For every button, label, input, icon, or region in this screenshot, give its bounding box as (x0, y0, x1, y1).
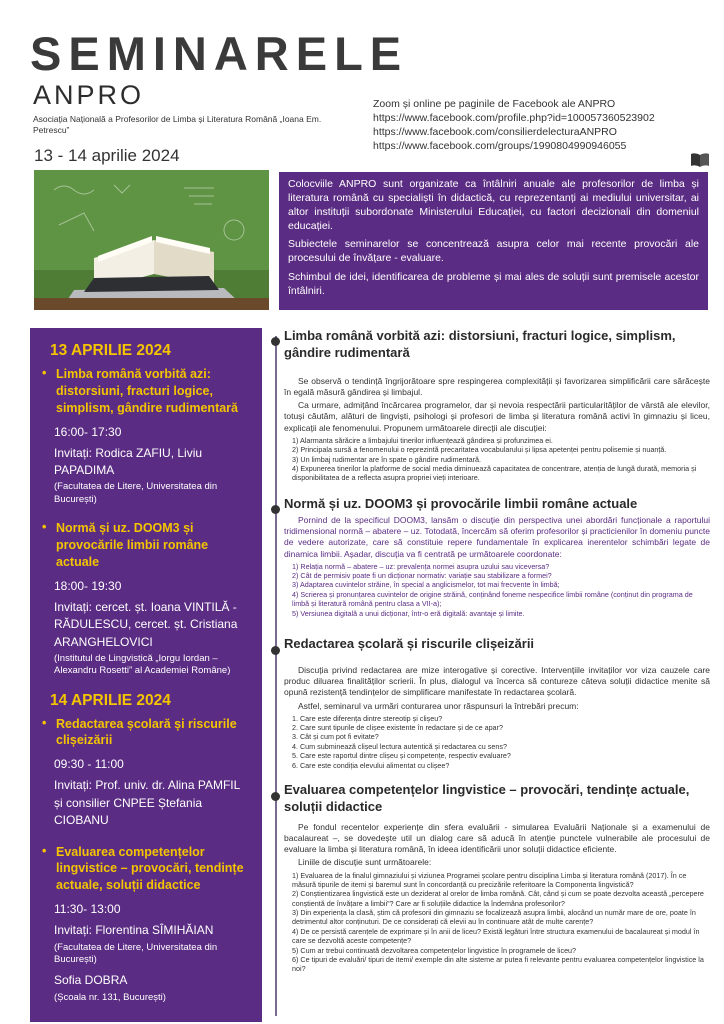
list-item: 3. Cât și cum pot fi evitate? (292, 732, 379, 742)
session-guests: Sofia DOBRA (54, 973, 128, 988)
laptop-books-photo (34, 170, 269, 310)
list-item: 2) Conștientizarea lingvistică este un deziderat al orelor de limba română. Cât, când și cum se poate dezvolta această „percepere conștientă de învățare a limbii”? Care ar fi soluțiile didactice la îndemâna profesorilor? (292, 889, 704, 908)
list-item: 6) Ce tipuri de evaluări/ tipuri de itemi/ exemple din alte sisteme ar putea fi relevante pentru evaluarea competențelor lingvistice la noi? (292, 954, 704, 974)
list-item: 3) Un limbaj rudimentar are în spate o gândire rudimentară. (292, 454, 481, 464)
list-item: 5) Cum ar trebui continuată dezvoltarea competențelor lingvistice în programele de liceu? (292, 945, 577, 955)
list-item: 4. Cum subminează clișeul lectura autentică și redactarea cu sens? (292, 741, 507, 751)
list-item: 5) Versiunea digitală a unui dicționar, într-o eră digitală: avantaje și limite. (292, 608, 525, 618)
timeline-dot (271, 337, 280, 346)
section-list (284, 436, 710, 483)
intro-box (279, 172, 708, 310)
section-paragraph: Se observă o tendință îngrijorătoare spre respingerea complexității și favorizarea simplificării care sărăcește în egală măsură gândirea și limbajul. (284, 375, 710, 397)
session-institution: (Facultatea de Litere, Universitatea din București) (54, 481, 218, 505)
list-item: 2. Care sunt tipurile de clișee existente în redactare și de ce apar? (292, 723, 503, 733)
timeline-dot (271, 505, 280, 514)
section-heading: Redactarea școlară și riscurile clișeizării (284, 636, 535, 651)
list-item: 1. Care este diferența dintre stereotip și clișeu? (292, 713, 443, 723)
section-heading: Evaluarea competențelor lingvistice – provocări, tendințe actuale, soluții didactice (284, 782, 690, 814)
section-body (284, 376, 710, 434)
list-item: 4) Scrierea și pronunțarea cuvintelor de origine străină, conținând foneme nespecifice limbii române (conținut din programa de limbă și literatură română pentru clasa a VII-a); (292, 589, 693, 609)
day-heading: 14 APRILIE 2024 (50, 691, 171, 709)
section-body (284, 665, 710, 712)
poster-subtitle: ANPRO (33, 80, 145, 110)
section-body (284, 822, 710, 869)
links-intro: Zoom și online pe paginile de Facebook ale ANPRO (373, 98, 616, 110)
list-item: 4) Expunerea tinerilor la platforme de social media diminuează capacitatea de concentrare, atenția de lungă durată, memoria și disponibilitatea de a reflecta asupra propriei vieți interioare. (292, 463, 697, 483)
list-item: 2) Principala sursă a fenomenului o reprezintă precaritatea vocabularului și lipsa apetenței pentru polisemie și nuanță. (292, 445, 667, 455)
list-item: 1) Relația normă – abatere – uz: prevalența normei asupra uzului sau viceversa? (292, 561, 550, 571)
list-item: 5. Care este raportul dintre clișeu și competențe, respectiv evaluare? (292, 751, 511, 761)
section-paragraph: Discuția privind redactarea are mize interogative și corective. Intervențiile invitaților vor viza cauzele care produc diluarea finalităților scrierii. În plus, dialogul va încerca să contureze câteva soluții didactice menite să opună rezistență tendințelor de simplificare manifestate în redactarea școlară. (284, 664, 710, 698)
schedule-panel (30, 328, 262, 1022)
event-dates: 13 - 14 aprilie 2024 (34, 146, 180, 165)
section-list (284, 714, 710, 770)
section-school-writing (284, 636, 710, 782)
book-icon (690, 152, 710, 168)
section-language-assessment (284, 782, 710, 974)
section-heading: Normă și uz. DOOM3 și provocările limbii române actuale (284, 496, 638, 511)
session-institution: (Facultatea de Litere, Universitatea din București) (54, 941, 218, 965)
section-heading: Limba română vorbită azi: distorsiuni, fracturi logice, simplism, gândire rudimentară (284, 328, 676, 360)
session-topic: • Normă și uz. DOOM3 și provocările limbii române actuale (42, 520, 248, 571)
session-guests: Invitați: Florentina SÎMIHĂIAN (54, 923, 214, 938)
intro-paragraph: Subiectele seminarelor se concentrează asupra celor mai recente provocări ale procesului de învățare - evaluare. (288, 238, 699, 265)
section-paragraph: Pornind de la specificul DOOM3, lansăm o discuție din perspectiva unei abordări funcționale a raportului tridimensional normă – abatere – uz. Totodată, încercăm să oferim profesorilor și practicienilor în domeniu puncte de vedere autorizate, care să constituie repere fundamentale în explicarea inerentelor schimbări legate de dinamica limbii. Așadar, discuția va fi centrată pe următoarele coordonate: (284, 514, 710, 559)
intro-paragraph: Schimbul de idei, identificarea de probleme și mai ales de soluții sunt premisele acestor întâlniri. (288, 271, 699, 298)
poster-title: SEMINARELE (30, 27, 409, 80)
section-norm-doom3 (284, 496, 710, 636)
session-guests: Invitați: Prof. univ. dr. Alina PAMFIL și consilier CNPEE Ștefania CIOBANU (54, 778, 240, 828)
list-item: 2) Cât de permisiv poate fi un dicționar normativ: variație sau stabilizare a formei? (292, 571, 552, 581)
day-heading: 13 APRILIE 2024 (50, 342, 171, 359)
timeline-line (275, 336, 277, 1016)
list-item: 1) Evaluarea de la finalul gimnaziului și viziunea Programei școlare pentru disciplina Limba și literatura română (2017). În ce măsură tipurile de itemi și baremul sunt în concordanță cu precizările referitoare la Componenta lingvistică? (292, 870, 687, 890)
facebook-link[interactable]: https://www.facebook.com/consilierdelecturaANPRO (373, 125, 617, 138)
session-time: 11:30- 13:00 (54, 902, 121, 917)
session-guests: Invitați: cercet. șt. Ioana VINTILĂ - RĂDULESCU, cercet. șt. Cristiana ARANGHELOVICI (54, 599, 238, 649)
section-paragraph: Pe fondul recentelor experiențe din sfera evaluării - simularea Evaluării Naționale și a examenului de bacalaureat –, se dovedește util un dialog care să aducă în atenție punctele vulnerabile ale procesului de evaluare la limba și literatura română, în ideea identificării unor soluții didactice eficiente. (284, 821, 710, 855)
timeline-dot (271, 792, 280, 801)
section-spoken-language (284, 328, 710, 496)
session-institution: (Institutul de Lingvistică „Iorgu Iordan – Alexandru Rosetti” al Academiei Române) (54, 652, 231, 677)
section-paragraph: Astfel, seminarul va urmări conturarea unor răspunsuri la întrebări precum: (298, 700, 579, 711)
section-list (284, 871, 710, 974)
section-paragraph: Liniile de discuție sunt următoarele: (298, 857, 432, 868)
list-item: 1) Alarmanta sărăcire a limbajului tinerilor influențează gândirea și profunzimea ei. (292, 435, 553, 445)
list-item: 6. Care este condiția elevului alimentat cu clișee? (292, 760, 450, 770)
sections-column (284, 328, 710, 974)
timeline-dot (271, 646, 280, 655)
facebook-link[interactable]: https://www.facebook.com/profile.php?id=100057360523902 (373, 111, 655, 124)
session-time: 09:30 - 11:00 (54, 757, 124, 772)
list-item: 3) Adaptarea cuvintelor străine, în special a anglicismelor, tot mai frecvente în limbă; (292, 580, 560, 590)
list-item: 3) Din experiența la clasă, știm că profesorii din gimnaziu se focalizează asupra limbii, alocând un număr mare de ore, poate în detrimentul altor conținuturi. De ce considerați că elevii au în continuare atât de multe carențe? (292, 908, 696, 927)
online-links (373, 98, 655, 153)
intro-paragraph: Colocviile ANPRO sunt organizate ca întâlniri anuale ale profesorilor de limba și literatura română cu specialiști în didactică, cu reprezentanți ai mediului universitar, ai altor instituții subordonate Ministerului Educației, cu factori decizionali din domeniul educației. (288, 178, 699, 232)
session-guests: Invitați: Rodica ZAFIU, Liviu PAPADIMA (54, 445, 203, 478)
section-list (284, 562, 710, 618)
session-topic: • Limba română vorbită azi: distorsiuni, fracturi logice, simplism, gândire rudimentară (42, 366, 248, 417)
session-time: 18:00- 19:30 (54, 578, 122, 593)
session-time: 16:00- 17:30 (54, 424, 122, 439)
session-topic: • Evaluarea competențelor lingvistice – provocări, tendințe actuale, soluții didactice (42, 844, 248, 895)
section-paragraph: Ca urmare, admițând încărcarea programelor, dar și nevoia respectării particularităților de vârstă ale elevilor, totuși căutăm, alături de lingviști, psihologi și profesori de limba și literatura română activi în gimnaziu și liceu, explicații ale fenomenului. Propunem următoarele direcții ale discuției: (284, 400, 710, 433)
association-name: Asociația Națională a Profesorilor de Limba și Literatura Română „Ioana Em. Petrescu” (33, 114, 322, 135)
session-institution: (Școala nr. 131, București) (54, 991, 166, 1003)
section-body (284, 515, 710, 560)
facebook-link[interactable]: https://www.facebook.com/groups/1990804990946055 (373, 139, 627, 152)
session-topic: • Redactarea școlară și riscurile clișeizării (42, 716, 248, 750)
list-item: 4) De ce persistă carențele de exprimare și în anii de liceu? Există legături între structura examenului de bacalaureat și modul în care se dezvoltă aceste competențe? (292, 926, 700, 946)
